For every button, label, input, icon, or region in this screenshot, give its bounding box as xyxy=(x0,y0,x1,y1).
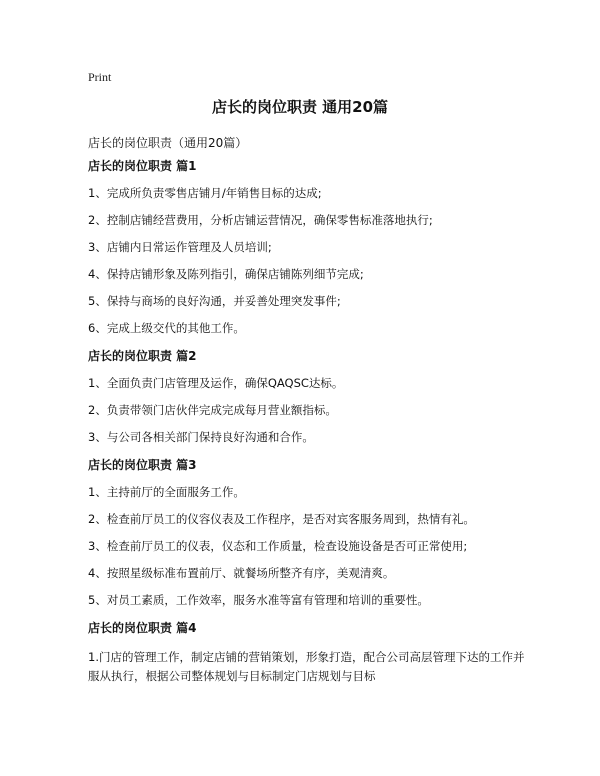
section-4 xyxy=(88,620,528,686)
section-heading: 店长的岗位职责 篇3 xyxy=(88,458,197,472)
list-item: 5、对员工素质，工作效率，服务水准等富有管理和培训的重要性。 xyxy=(88,593,429,607)
list-item: 1、完成所负责零售店铺月/年销售目标的达成; xyxy=(88,186,322,200)
list-item: 3、店铺内日常运作管理及人员培训; xyxy=(88,240,272,254)
document-body xyxy=(88,154,528,686)
list-item: 4、保持店铺形象及陈列指引，确保店铺陈列细节完成; xyxy=(88,267,364,281)
list-item: 2、检查前厅员工的仪容仪表及工作程序，是否对宾客服务周到，热情有礼。 xyxy=(88,512,475,526)
section-2 xyxy=(88,348,528,445)
list-item: 1、主持前厅的全面服务工作。 xyxy=(88,485,245,499)
section-3 xyxy=(88,457,528,608)
print-label: Print xyxy=(88,70,112,84)
section-1 xyxy=(88,158,528,336)
section-heading: 店长的岗位职责 篇4 xyxy=(88,621,197,635)
list-item: 4、按照星级标准布置前厅、就餐场所整齐有序，美观清爽。 xyxy=(88,566,395,580)
document-title: 店长的岗位职责 通用20篇 xyxy=(211,98,389,116)
list-item: 1、全面负责门店管理及运作，确保QAQSC达标。 xyxy=(88,376,344,390)
section-heading: 店长的岗位职责 篇2 xyxy=(88,349,197,363)
list-item: 6、完成上级交代的其他工作。 xyxy=(88,321,245,335)
list-item: 5、保持与商场的良好沟通，并妥善处理突发事件; xyxy=(88,294,341,308)
document-subtitle: 店长的岗位职责（通用20篇） xyxy=(88,136,248,150)
list-item: 2、负责带领门店伙伴完成完成每月营业额指标。 xyxy=(88,403,337,417)
list-item: 3、检查前厅员工的仪表，仪态和工作质量，检查设施设备是否可正常使用; xyxy=(88,539,468,553)
section-heading: 店长的岗位职责 篇1 xyxy=(88,159,197,173)
paragraph: 1.门店的管理工作，制定店铺的营销策划，形象打造，配合公司高层管理下达的工作并服从执行，根据公司整体规划与目标制定门店规划与目标 xyxy=(88,650,525,683)
list-item: 2、控制店铺经营费用，分析店铺运营情况，确保零售标准落地执行; xyxy=(88,213,433,227)
list-item: 3、与公司各相关部门保持良好沟通和合作。 xyxy=(88,430,314,444)
